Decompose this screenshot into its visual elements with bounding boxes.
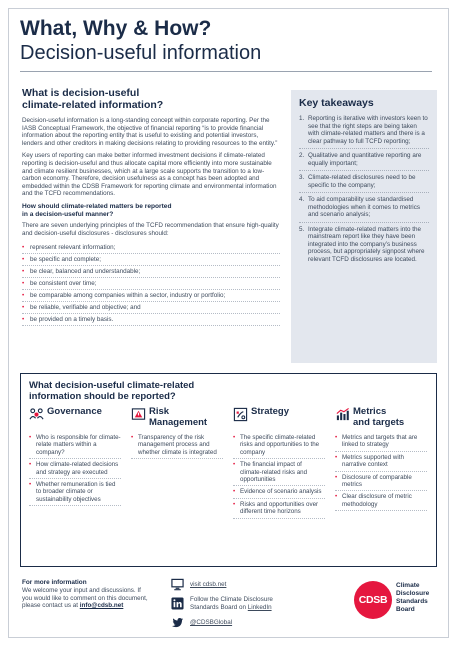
linkedin-line2: Standards Board on <box>190 603 248 611</box>
takeaway-text: Reporting is iterative with investors keen to see that the right steps are being taken with climate-related matters and there is a clear pathway to full TCFD reporting; <box>308 115 428 145</box>
category-strategy <box>233 406 325 519</box>
title-divider <box>20 71 432 72</box>
category-item: • Risks and opportunities over different time horizons <box>233 499 325 519</box>
category-item: • The specific climate-related risks and opportunities to the company <box>233 432 325 459</box>
category-label <box>149 406 207 428</box>
category-item: • Transparency of the risk management process and whether climate is integrated <box>131 432 223 459</box>
category-header <box>335 406 427 432</box>
category-item: • Evidence of scenario analysis <box>233 486 325 498</box>
category-label-line2: Management <box>149 417 208 428</box>
principles-intro: There are seven underlying principles of the TCFD recommendation that ensure high-quality and decision-useful disclosures - disclosures should: <box>22 221 279 237</box>
takeaway-number: 2. <box>299 152 305 159</box>
takeaway-item <box>299 152 429 171</box>
category-items <box>131 432 223 459</box>
category-item: • Metrics and targets that are linked to strategy <box>335 432 427 452</box>
category-label-line1: Metrics <box>353 406 387 417</box>
more-info-heading: For more information <box>22 579 87 586</box>
intro-paragraph-1: Decision-useful information is a long-standing concept within corporate reporting. Per the IASB Conceptual Framework, the objective of financial reporting “is to provide financial information about the reporting entity that is useful to existing and potential investors, lenders and other creditors in making decisions relating to providing resources to the entity.” <box>22 117 278 147</box>
category-label <box>251 406 289 417</box>
category-item: • Who is responsible for climate-relate matters within a company? <box>29 432 121 459</box>
category-items <box>233 432 325 519</box>
categories-heading <box>29 380 428 402</box>
principles-heading-line2: in a decision-useful manner? <box>22 210 114 218</box>
logo-word-2: Disclosure <box>396 590 430 597</box>
title-block <box>20 17 440 65</box>
principle-item: • be clear, balanced and understandable; <box>22 266 280 278</box>
intro-section <box>22 87 280 326</box>
category-items <box>29 432 121 506</box>
takeaway-number: 1. <box>299 115 305 122</box>
logo-mark: CDSB <box>354 581 392 619</box>
principle-item: • be comparable among companies within a sector, industry or portfolio; <box>22 290 280 302</box>
category-governance <box>29 406 121 519</box>
intro-heading <box>22 87 280 111</box>
strategy-board-icon <box>233 407 248 422</box>
website-link[interactable] <box>190 581 226 589</box>
more-info-block <box>22 579 152 610</box>
page-subtitle: Decision-useful information <box>20 42 262 64</box>
linkedin-text <box>190 596 273 611</box>
category-label-line2: and targets <box>353 417 405 428</box>
page-title: What, Why & How? <box>20 17 212 40</box>
more-info-text: We welcome your input and discussions. If you would like to comment on this document, please contact us at <box>22 587 148 610</box>
logo-word-1: Climate <box>396 582 420 589</box>
category-item: • Metrics supported with narrative context <box>335 452 427 472</box>
category-header <box>233 406 325 432</box>
key-takeaways-panel <box>291 90 437 363</box>
website-link-text[interactable]: visit cdsb.net <box>190 580 227 588</box>
intro-heading-line2: climate-related information? <box>22 99 164 111</box>
takeaway-item <box>299 196 429 223</box>
principles-heading <box>22 203 280 219</box>
category-label-line1: Risk <box>149 406 170 417</box>
twitter-row[interactable] <box>171 613 341 632</box>
principle-item: • be specific and complete; <box>22 254 280 266</box>
reporting-categories-box <box>20 373 437 567</box>
takeaway-number: 4. <box>299 196 305 203</box>
category-header <box>131 406 223 432</box>
category-item: • Clear disclosure of metric methodology <box>335 491 427 511</box>
principles-list <box>22 242 280 326</box>
metrics-chart-icon <box>335 407 350 422</box>
category-item: • Disclosure of comparable metrics <box>335 472 427 492</box>
cdsb-logo <box>354 578 444 624</box>
category-label-line1: Strategy <box>251 406 290 417</box>
takeaways-heading: Key takeaways <box>299 97 374 109</box>
category-metrics-targets <box>335 406 427 519</box>
linkedin-link[interactable]: LinkedIn <box>247 603 272 611</box>
categories-heading-line2: information should be reported? <box>29 391 176 402</box>
principle-item: • be consistent over time; <box>22 278 280 290</box>
category-label <box>353 406 404 428</box>
governance-people-icon <box>29 407 44 422</box>
takeaway-text: Qualitative and quantitative reporting are equally important; <box>308 152 422 167</box>
category-risk-management <box>131 406 223 519</box>
logo-wordmark <box>396 582 429 614</box>
takeaway-item <box>299 226 429 267</box>
linkedin-line1: Follow the Climate Disclosure <box>190 595 273 603</box>
takeaway-number: 3. <box>299 174 305 181</box>
twitter-handle[interactable] <box>190 619 232 627</box>
takeaway-item <box>299 115 429 149</box>
takeaway-text: Climate-related disclosures need to be specific to the company; <box>308 174 416 189</box>
category-items <box>335 432 427 511</box>
twitter-link[interactable]: @CDSBGlobal <box>190 618 233 626</box>
intro-heading-line1: What is decision-useful <box>22 87 140 99</box>
contact-email-link[interactable]: info@cdsb.net <box>79 602 124 610</box>
category-item: • The financial impact of climate-related risks and opportunities <box>233 459 325 486</box>
linkedin-icon <box>171 597 184 610</box>
takeaway-text: Integrate climate-related matters into the mainstream report like they have been integrated into the company’s business process, but appropriately signpost where relevant TCFD disclosures are located. <box>308 225 425 263</box>
contact-links <box>171 575 341 632</box>
principles-heading-line1: How should climate-related matters be reported <box>22 202 172 210</box>
linkedin-row[interactable] <box>171 594 341 613</box>
category-label-line1: Governance <box>47 406 102 417</box>
logo-word-4: Board <box>396 606 415 613</box>
categories-heading-line1: What decision-useful climate-related <box>29 380 195 391</box>
category-label <box>47 406 102 417</box>
takeaway-text: To aid comparability use standardised methodologies when it comes to metrics and scenario analysis; <box>308 196 420 218</box>
logo-word-3: Standards <box>396 598 428 605</box>
takeaways-list <box>299 115 429 266</box>
categories-row <box>29 406 428 519</box>
twitter-bird-icon <box>171 616 184 629</box>
more-info-body <box>22 587 152 610</box>
intro-paragraph-2: Key users of reporting can make better informed investment decisions if climate-related reporting is decision-useful and thus allocate capital more efficiently into more sustainable and climate resilient businesses, which at a large scale supports the transition to a low-carbon economy. Therefore, decision usefulness as a concept has been adopted and embedded within the CDSB Framework for reporting climate and environmental information and the TCFD recommendations. <box>22 152 277 198</box>
principle-item: • represent relevant information; <box>22 242 280 254</box>
principle-item: • be provided on a timely basis. <box>22 314 280 326</box>
risk-warning-icon <box>131 407 146 422</box>
category-header <box>29 406 121 432</box>
monitor-icon <box>171 578 184 591</box>
website-row[interactable] <box>171 575 341 594</box>
takeaway-item <box>299 174 429 193</box>
principle-item: • be reliable, verifiable and objective; and <box>22 302 280 314</box>
category-item: • Whether remuneration is tied to broader climate or sustainability objectives <box>29 479 121 506</box>
takeaway-number: 5. <box>299 225 305 233</box>
category-item: • How climate-related decisions and strategy are executed <box>29 459 121 479</box>
